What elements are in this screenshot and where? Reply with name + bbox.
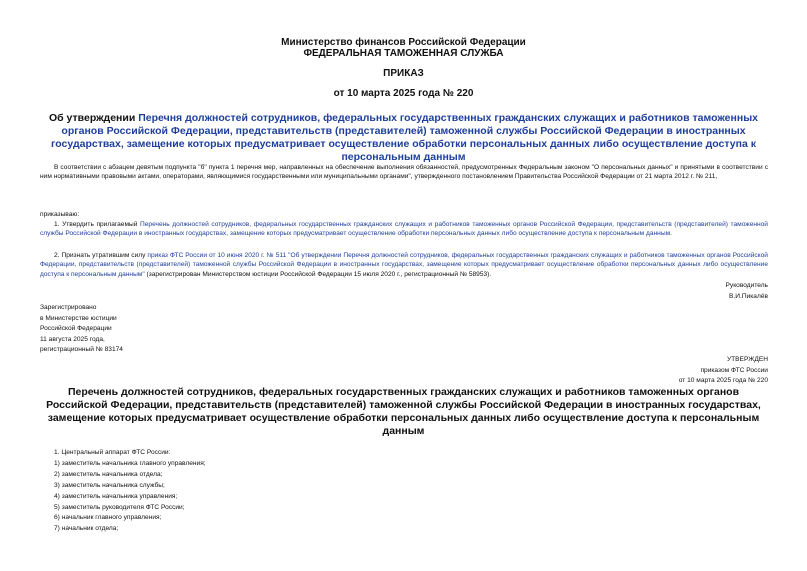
approval-block	[568, 355, 768, 387]
approval-line: приказом ФТС России	[700, 366, 768, 374]
signature-name: В.И.Пикалёв	[729, 293, 768, 300]
approval-line: от 10 марта 2025 года № 220	[678, 377, 768, 385]
list-item: 2) заместитель начальника отдела;	[54, 470, 163, 478]
order-item-1	[40, 220, 768, 239]
signature-position: Руководитель	[725, 282, 768, 289]
order-item-2-suffix: (зарегистрирован Министерством юстиции Российской Федерации 15 июля 2020 г., регистрационный № 58953).	[144, 270, 492, 278]
order-item-2	[40, 251, 768, 279]
service-name: ФЕДЕРАЛЬНАЯ ТАМОЖЕННАЯ СЛУЖБА	[303, 48, 504, 59]
list-item: 4) заместитель начальника управления;	[54, 492, 178, 500]
order-title	[40, 112, 767, 164]
registration-line: регистрационный № 83174	[40, 346, 123, 354]
order-word: приказываю:	[40, 211, 80, 218]
order-title-link[interactable]: Перечня должностей сотрудников, федеральных государственных гражданских служащих и работников таможенных органов Российской Федерации, представительств (представителей) таможенной службы Российской Федерации в иностранных государствах, замещение которых предусматривает осуществление обработки персональных данных либо осуществление доступа к персональным данным	[51, 112, 758, 163]
registration-line: Российской Федерации	[40, 325, 112, 333]
list-item: 1. Центральный аппарат ФТС России:	[54, 449, 171, 456]
preamble-text: В соответствии с абзацем девятым подпункта "б" пункта 1 перечня мер, направленных на обеспечение выполнения обязанностей, предусмотренных Федеральным законом "О персональных данных" и принятыми в соответствии с ним нормативными правовыми актами, операторами, являющимися государственными или муниципальными органами", утвержденного постановлением Правительства Российской Федерации от 21 марта 2012 г. № 211,	[40, 164, 768, 181]
order-item-1-prefix: 1. Утвердить прилагаемый	[54, 221, 141, 228]
order-item-2-link[interactable]: приказ ФТС России от 10 июня 2020 г. № 511 "Об утверждении Перечня должностей сотрудников, федеральных государственных гражданских служащих и работников таможенных органов Российской Федерации, представительств (представителей) таможенной службы Российской Федерации в иностранных государствах, замещение которых предусматривает осуществление обработки персональных данных либо осуществление доступа к персональным данным"	[40, 252, 768, 278]
ministry-name: Министерство финансов Российской Федерации	[281, 37, 526, 48]
registration-line: 11 августа 2025 года,	[40, 335, 105, 343]
order-item-1-link[interactable]: Перечень должностей сотрудников, федеральных государственных гражданских служащих и работников таможенных органов Российской Федерации, представительств (представителей) таможенной службы Российской Федерации в иностранных государствах, замещение которых предусматривает осуществление обработки персональных данных либо осуществление доступа к персональным данным.	[40, 221, 768, 238]
document-date-number: от 10 марта 2025 года № 220	[333, 88, 474, 99]
registration-line: в Министерстве юстиции	[40, 314, 117, 322]
positions-list	[54, 448, 554, 535]
approval-line: УТВЕРЖДЕН	[726, 356, 768, 363]
registration-block	[40, 303, 280, 356]
list-item: 5) заместитель руководителя ФТС России;	[54, 503, 185, 511]
document-type: ПРИКАЗ	[383, 68, 424, 79]
list-item: 1) заместитель начальника главного управления;	[54, 459, 206, 467]
list-item: 6) начальник главного управления;	[54, 514, 162, 522]
list-item: 7) начальник отдела;	[54, 525, 119, 533]
registration-line: Зарегистрировано	[40, 304, 97, 311]
list-title: Перечень должностей сотрудников, федеральных государственных гражданских служащих и работников таможенных органов Российской Федерации, представительств (представителей) таможенной службы Российской Федерации в иностранных государствах, замещение которых предусматривает осуществление обработки персональных данных либо осуществление доступа к персональным данным	[46, 386, 761, 437]
order-item-2-prefix: 2. Признать утратившим силу	[54, 252, 148, 259]
list-item: 3) заместитель начальника службы;	[54, 481, 165, 489]
order-title-prefix: Об утверждении	[48, 112, 139, 124]
